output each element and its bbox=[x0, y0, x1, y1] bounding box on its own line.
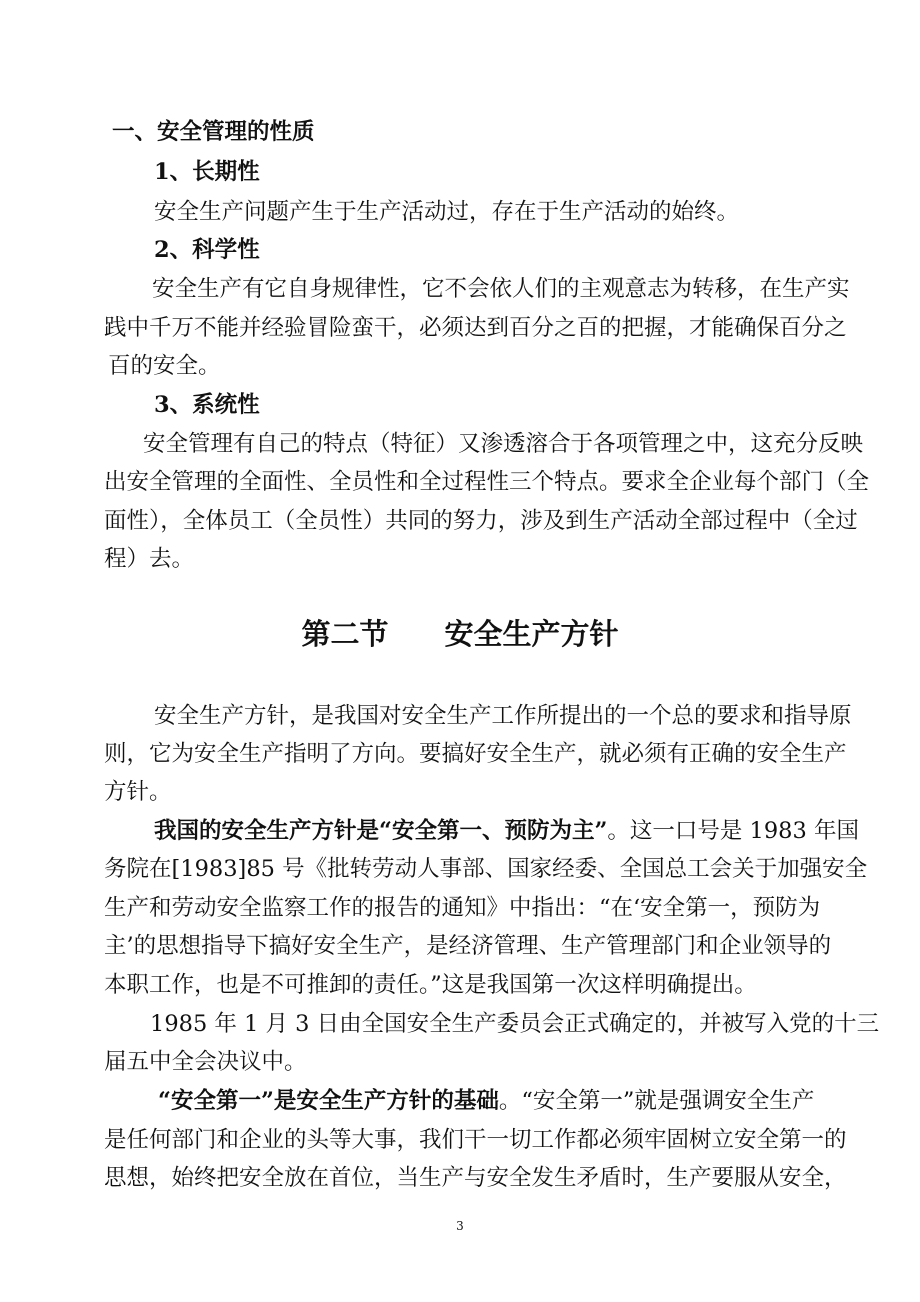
paragraph-line: 1985 年 1 月 3 日由全国安全生产委员会正式确定的，并被写入党的十三 bbox=[150, 1011, 880, 1037]
section-heading: 一、安全管理的性质 bbox=[112, 119, 315, 145]
paragraph-line: 程）去。 bbox=[104, 546, 195, 572]
paragraph-text: 。这一口号是 1983 年国 bbox=[607, 818, 859, 844]
paragraph-line: 安全管理有自己的特点（特征）又渗透溶合于各项管理之中，这充分反映 bbox=[143, 431, 864, 457]
paragraph-line bbox=[158, 1085, 814, 1117]
paragraph-line: 则，它为安全生产指明了方向。要搞好安全生产，就必须有正确的安全生产 bbox=[104, 741, 847, 767]
paragraph-line: 安全生产方针，是我国对安全生产工作所提出的一个总的要求和指导原 bbox=[154, 703, 852, 729]
paragraph-line: 安全生产有它自身规律性，它不会依人们的主观意志为转移，在生产实 bbox=[152, 276, 850, 302]
paragraph-line: 务院在[1983]85 号《批转劳动人事部、国家经委、全国总工会关于加强安全 bbox=[104, 856, 868, 882]
paragraph-line: 百的安全。 bbox=[108, 353, 221, 379]
section-name: 安全生产方针 bbox=[444, 617, 619, 651]
page-number: 3 bbox=[456, 1219, 464, 1233]
section-title bbox=[0, 612, 920, 656]
paragraph-line: 践中千万不能并经验冒险蛮干，必须达到百分之百的把握，才能确保百分之 bbox=[104, 315, 847, 341]
item-title: 1、长期性 bbox=[154, 159, 260, 185]
paragraph-line: 思想，始终把安全放在首位，当生产与安全发生矛盾时，生产要服从安全， bbox=[104, 1165, 847, 1191]
paragraph-line: 出安全管理的全面性、全员性和全过程性三个特点。要求全企业每个部门（全 bbox=[104, 469, 870, 495]
paragraph-line: 届五中全会决议中。 bbox=[104, 1049, 307, 1075]
paragraph-line: 面性），全体员工（全员性）共同的努力，涉及到生产活动全部过程中（全过 bbox=[104, 508, 858, 534]
paragraph-text: 。“安全第一”就是强调安全生产 bbox=[498, 1088, 815, 1114]
paragraph-line: 方针。 bbox=[104, 779, 172, 805]
paragraph-line bbox=[154, 815, 859, 847]
emphasis-text: “安全第一”是安全生产方针的基础 bbox=[158, 1088, 499, 1114]
paragraph-line: 主’的思想指导下搞好安全生产，是经济管理、生产管理部门和企业领导的 bbox=[104, 933, 832, 959]
item-title: 3、系统性 bbox=[154, 392, 260, 418]
emphasis-text: 我国的安全生产方针是“安全第一、预防为主” bbox=[154, 818, 608, 844]
paragraph-line: 是任何部门和企业的头等大事，我们干一切工作都必须牢固树立安全第一的 bbox=[104, 1127, 847, 1153]
section-number: 第二节 bbox=[301, 617, 389, 651]
item-title: 2、科学性 bbox=[154, 237, 260, 263]
paragraph-line: 本职工作，也是不可推卸的责任。”这是我国第一次这样明确提出。 bbox=[104, 972, 757, 998]
paragraph-line: 安全生产问题产生于生产活动过，存在于生产活动的始终。 bbox=[154, 199, 740, 225]
paragraph-line: 生产和劳动安全监察工作的报告的通知》中指出：“在‘安全第一，预防为 bbox=[104, 895, 821, 921]
